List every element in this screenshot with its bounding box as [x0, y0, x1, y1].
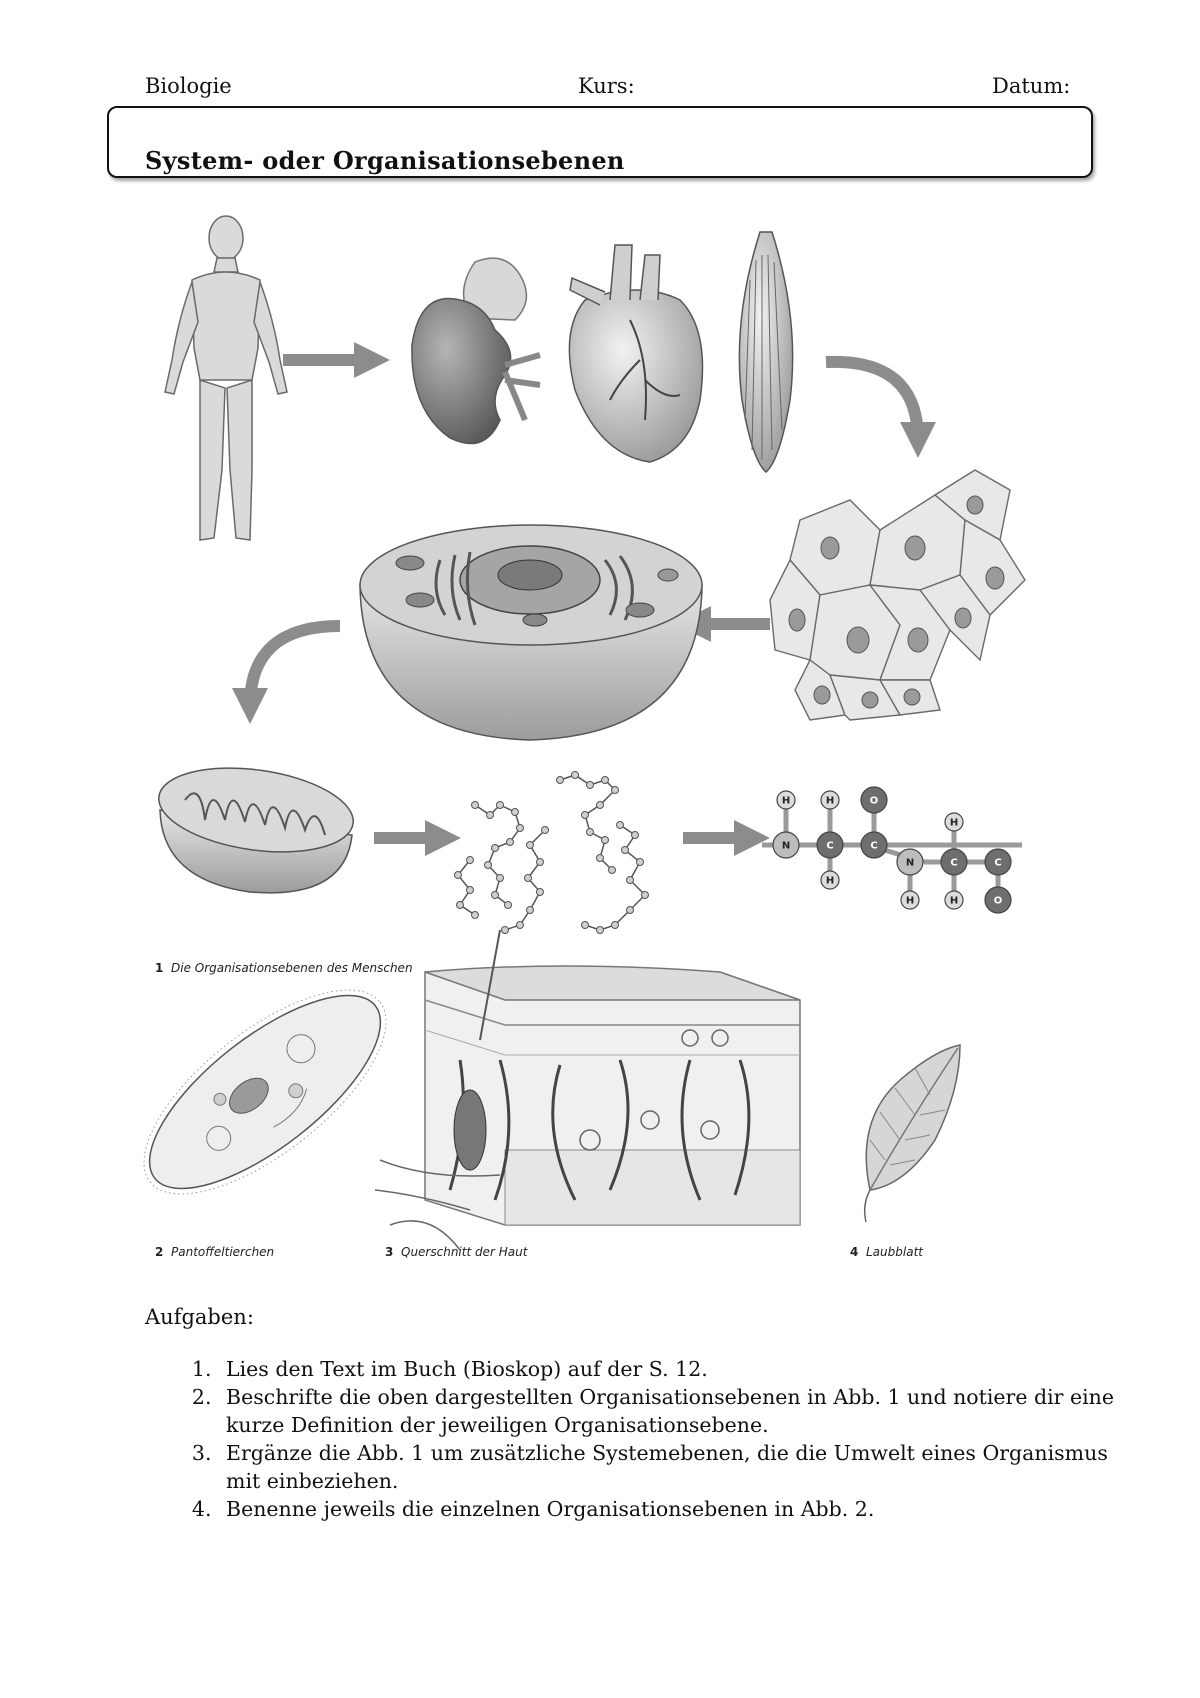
muscle-illustration — [739, 232, 792, 472]
task-item: 2. Beschrifte die oben dargestellten Organisationsebenen in Abb. 1 und notiere dir eine kurze Definition der jeweiligen Organisationsebene. — [218, 1383, 1118, 1439]
figure-4 — [850, 1045, 960, 1259]
atom-label: C — [870, 840, 878, 852]
heart-illustration — [569, 245, 702, 462]
task-item: 1. Lies den Text im Buch (Bioskop) auf der S. 12. — [218, 1355, 1118, 1383]
atom-label: H — [905, 895, 915, 907]
mitochondrion-illustration — [153, 757, 358, 893]
cell-illustration — [360, 525, 702, 740]
figure-2 — [112, 954, 417, 1259]
fig2-caption: Pantoffeltierchen — [171, 1245, 275, 1259]
atom-label: H — [825, 795, 835, 807]
task-list — [180, 1355, 1118, 1523]
atom-label: N — [905, 857, 915, 869]
date-label: Datum: — [992, 74, 1071, 98]
figure-3 — [375, 930, 800, 1259]
molecule-illustration — [762, 787, 1022, 913]
task-item: 3. Ergänze die Abb. 1 um zusätzliche Systemebenen, die die Umwelt eines Organismus mit einbeziehen. — [218, 1439, 1118, 1495]
subject-label: Biologie — [145, 74, 232, 98]
tasks-heading: Aufgaben: — [145, 1305, 254, 1329]
tissue-illustration — [770, 470, 1025, 720]
page-title: System- oder Organisationsebenen — [145, 146, 625, 175]
kidney-illustration — [412, 258, 540, 443]
course-label: Kurs: — [578, 74, 635, 98]
atom-label: H — [949, 817, 959, 829]
atom-label: H — [781, 795, 791, 807]
arrow-curve-down-1 — [826, 362, 918, 440]
paramecium-illustration — [112, 954, 417, 1230]
fig4-number: 4 — [850, 1245, 859, 1259]
human-body-illustration — [165, 216, 287, 540]
atom-label: C — [826, 840, 834, 852]
task-item: 4. Benenne jeweils die einzelnen Organisationsebenen in Abb. 2. — [218, 1495, 1118, 1523]
leaf-illustration — [865, 1045, 960, 1222]
figure-1 — [153, 216, 1025, 975]
atom-label: N — [781, 840, 791, 852]
fig4-caption: Laubblatt — [866, 1245, 923, 1259]
atom-label: H — [825, 875, 835, 887]
fig1-number: 1 — [155, 961, 164, 975]
atom-label: C — [950, 857, 958, 869]
arrow-curve-down-2 — [250, 626, 340, 706]
fig3-caption: Querschnitt der Haut — [401, 1245, 528, 1259]
fig1-caption: Die Organisationsebenen des Menschen — [171, 961, 413, 975]
skin-illustration — [375, 930, 800, 1250]
atom-label: C — [994, 857, 1002, 869]
fig2-number: 2 — [155, 1245, 164, 1259]
fig3-number: 3 — [385, 1245, 394, 1259]
atom-label: O — [869, 795, 879, 807]
atom-label: H — [949, 895, 959, 907]
atom-label: O — [993, 895, 1003, 907]
macromolecules-illustration — [455, 772, 649, 934]
